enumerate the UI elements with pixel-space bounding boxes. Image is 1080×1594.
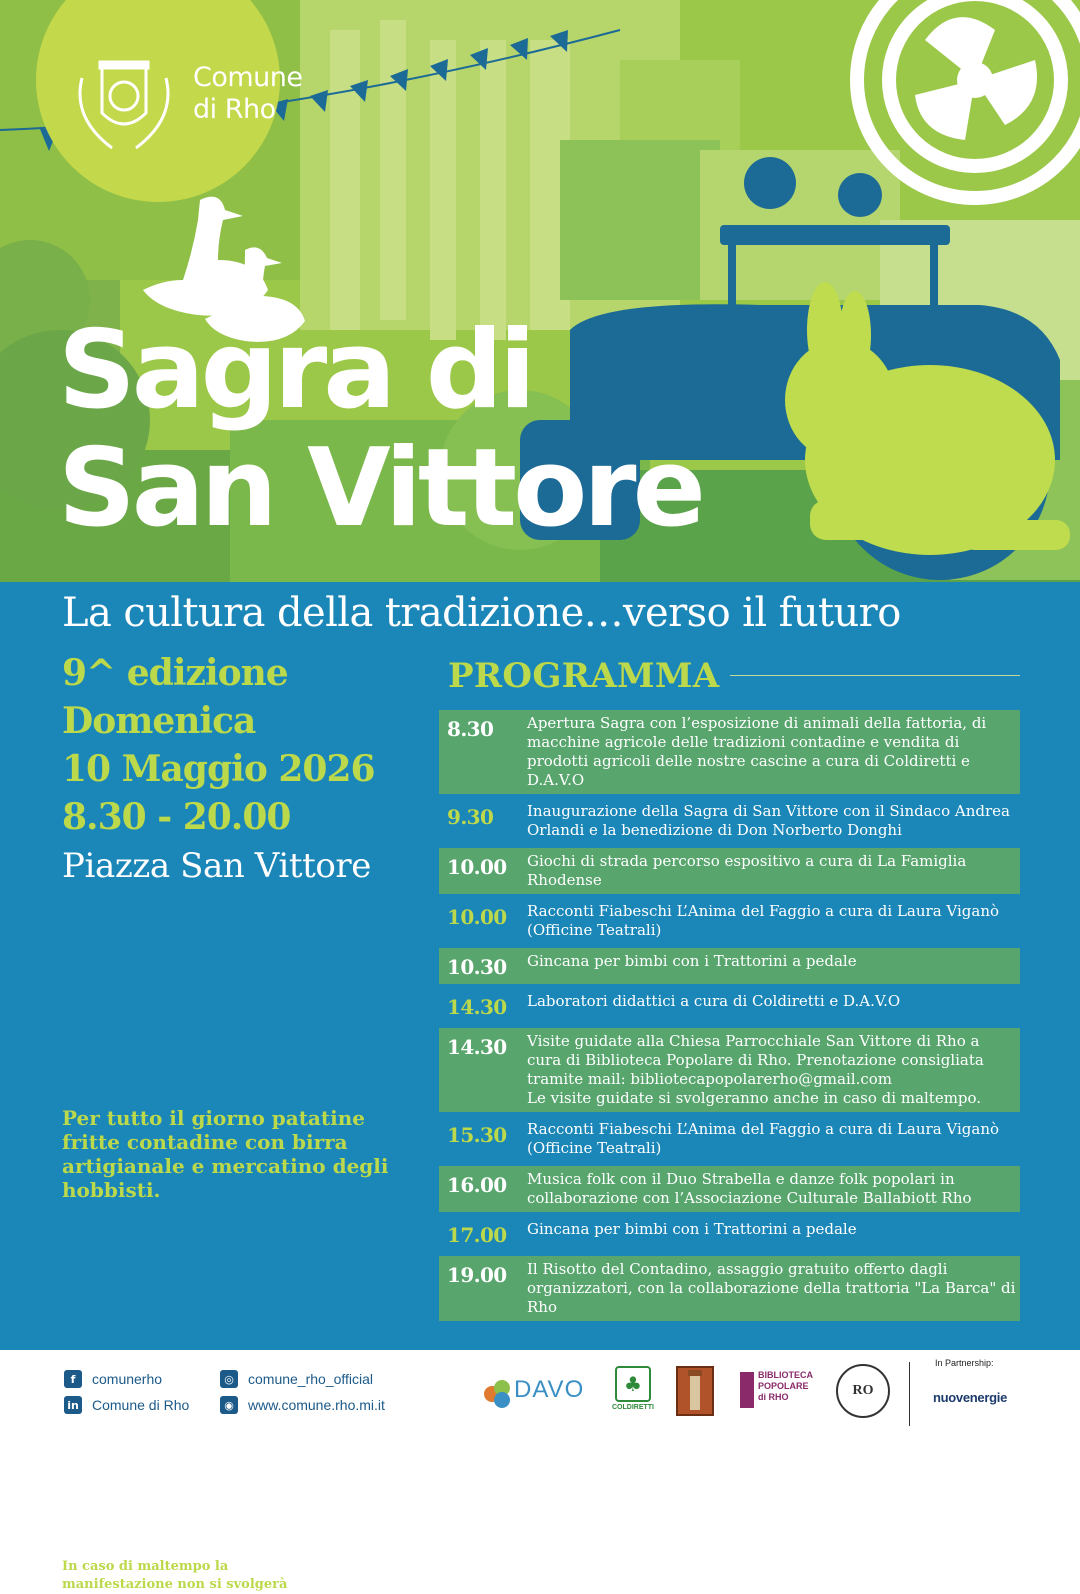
program-description: Racconti Fiabeschi L’Anima del Faggio a cura di Laura Viganò (Officine Teatrali) bbox=[527, 1120, 1000, 1157]
partner-label: In Partnership: bbox=[935, 1358, 994, 1368]
program-row bbox=[439, 710, 1020, 794]
facebook-icon: f bbox=[64, 1370, 82, 1388]
program-description: Inaugurazione della Sagra di San Vittore con il Sindaco Andrea Orlandi e la benedizione di Don Norberto Donghi bbox=[527, 802, 1010, 839]
nuovenergie-logo: nuovenergie bbox=[933, 1390, 1007, 1405]
instagram-icon: ◎ bbox=[220, 1370, 238, 1388]
linkedin-icon: in bbox=[64, 1396, 82, 1414]
book-icon bbox=[740, 1372, 754, 1408]
program-time: 10.30 bbox=[447, 955, 507, 979]
program-time: 15.30 bbox=[447, 1123, 507, 1147]
event-place: Piazza San Vittore bbox=[62, 846, 371, 886]
program-row bbox=[439, 1116, 1020, 1162]
program-time: 19.00 bbox=[447, 1263, 507, 1287]
website-link[interactable] bbox=[220, 1396, 385, 1414]
program-row bbox=[439, 898, 1020, 944]
event-date: 10 Maggio 2026 bbox=[62, 748, 375, 790]
program-description: Gincana per bimbi con i Trattorini a pedale bbox=[527, 1220, 857, 1238]
davo-logo bbox=[480, 1374, 585, 1414]
hero-banner bbox=[0, 0, 1080, 582]
program-row bbox=[439, 1028, 1020, 1112]
biblioteca-line3: di RHO bbox=[758, 1392, 789, 1402]
all-day-note: Per tutto il giorno patatine fritte contadine con birra artigianale e mercatino degli hobbisti. bbox=[62, 1106, 389, 1202]
program-row bbox=[439, 988, 1020, 1024]
instagram-link[interactable] bbox=[220, 1370, 373, 1388]
program-time: 14.30 bbox=[447, 995, 507, 1019]
program-list bbox=[439, 710, 1020, 1325]
davo-text: DAVO bbox=[514, 1376, 585, 1403]
program-description: Visite guidate alla Chiesa Parrocchiale San Vittore di Rho a cura di Biblioteca Popolare di Rho. Prenotazione consigliata tramite mail: bibliotecapopolarerho@gmail.com Le visite guidate si svolgeranno anche in caso di maltempo. bbox=[527, 1032, 984, 1107]
program-row bbox=[439, 948, 1020, 984]
weather-note: In caso di maltempo la manifestazione non si svolgerà bbox=[62, 1559, 288, 1592]
program-description: Apertura Sagra con l’esposizione di animali della fattoria, di macchine agricole delle tradizioni contadine e vendita di prodotti agricoli delle nostre cascine a cura di Coldiretti e D.A.V.O bbox=[527, 714, 987, 789]
program-time: 9.30 bbox=[447, 805, 494, 829]
program-row bbox=[439, 1256, 1020, 1321]
biblioteca-line2: POPOLARE bbox=[758, 1381, 809, 1391]
program-row bbox=[439, 848, 1020, 894]
logo-line2: di Rho bbox=[193, 94, 276, 125]
program-description: Musica folk con il Duo Strabella e danze folk popolari in collaborazione con l’Associazione Culturale Ballabiott Rho bbox=[527, 1170, 972, 1207]
program-row bbox=[439, 1166, 1020, 1212]
program-title: PROGRAMMA bbox=[448, 656, 720, 696]
program-description: Il Risotto del Contadino, assaggio gratuito offerto dagli organizzatori, con la collaborazione della trattoria "La Barca" di Rho bbox=[527, 1260, 1016, 1316]
comune-logo-text bbox=[193, 62, 303, 126]
footer bbox=[0, 1350, 1080, 1440]
partner-divider bbox=[909, 1362, 910, 1426]
title-line1: Sagra di bbox=[58, 308, 533, 433]
biblioteca-logo bbox=[740, 1368, 812, 1416]
ro-seal-logo: RO bbox=[836, 1364, 890, 1418]
edition-label: 9^ edizione bbox=[62, 652, 288, 694]
program-time: 10.00 bbox=[447, 855, 507, 879]
program-description: Laboratori didattici a cura di Coldiretti e D.A.V.O bbox=[527, 992, 901, 1010]
linkedin-link[interactable] bbox=[64, 1396, 189, 1414]
event-subtitle: La cultura della tradizione…verso il futuro bbox=[62, 590, 901, 636]
event-title bbox=[58, 308, 702, 551]
logo-line1: Comune bbox=[193, 62, 303, 93]
coldiretti-icon: ♣ bbox=[615, 1366, 651, 1402]
website-url: www.comune.rho.mi.it bbox=[248, 1397, 385, 1413]
coldiretti-text: COLDIRETTI bbox=[612, 1404, 654, 1411]
program-time: 8.30 bbox=[447, 717, 494, 741]
title-line2: San Vittore bbox=[58, 426, 702, 551]
facebook-link[interactable] bbox=[64, 1370, 162, 1388]
program-divider bbox=[730, 675, 1020, 676]
program-description: Racconti Fiabeschi L’Anima del Faggio a cura di Laura Viganò (Officine Teatrali) bbox=[527, 902, 1000, 939]
program-time: 14.30 bbox=[447, 1035, 507, 1059]
instagram-handle: comune_rho_official bbox=[248, 1371, 374, 1387]
biblioteca-line1: BIBLIOTECA bbox=[758, 1370, 813, 1380]
linkedin-handle: Comune di Rho bbox=[92, 1397, 190, 1413]
program-description: Gincana per bimbi con i Trattorini a pedale bbox=[527, 952, 857, 970]
program-row bbox=[439, 1216, 1020, 1252]
coldiretti-logo bbox=[612, 1366, 654, 1422]
program-time: 16.00 bbox=[447, 1173, 507, 1197]
program-description: Giochi di strada percorso espositivo a cura di La Famiglia Rhodense bbox=[527, 852, 967, 889]
comune-crest-icon bbox=[62, 38, 186, 158]
church-tower-logo bbox=[676, 1366, 714, 1416]
event-hours: 8.30 - 20.00 bbox=[62, 796, 291, 838]
program-time: 17.00 bbox=[447, 1223, 507, 1247]
facebook-handle: comunerho bbox=[92, 1371, 163, 1387]
event-day: Domenica bbox=[62, 700, 256, 742]
program-time: 10.00 bbox=[447, 905, 507, 929]
program-row bbox=[439, 798, 1020, 844]
globe-icon: ◉ bbox=[220, 1396, 238, 1414]
